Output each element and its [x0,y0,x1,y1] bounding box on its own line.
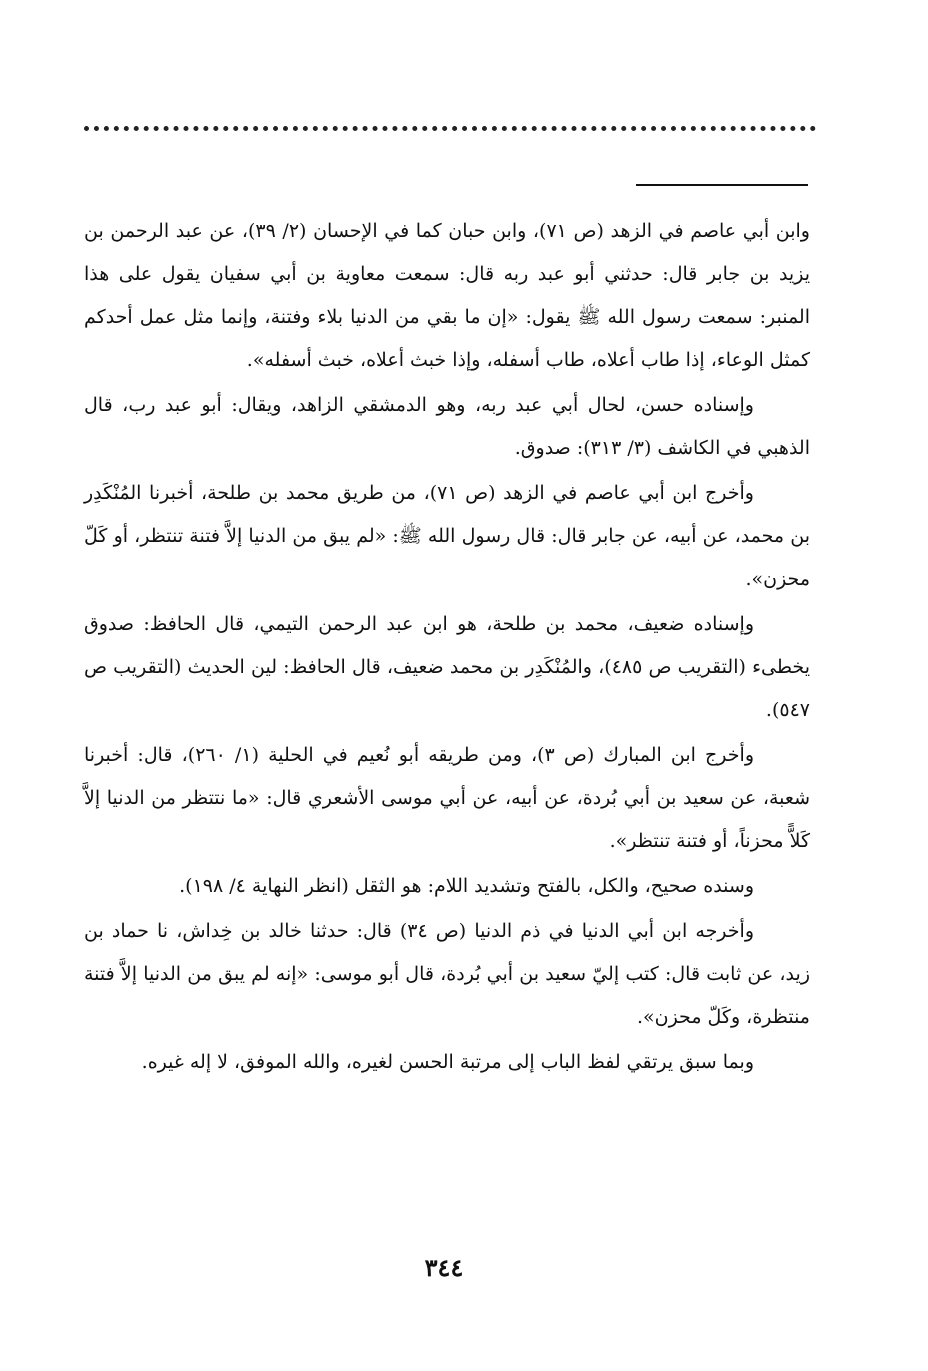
paragraph-7: وأخرجه ابن أبي الدنيا في ذم الدنيا (ص ٣٤) قال: حدثنا خالد بن خِداش، نا حماد بن زيد، عن ثابت قال: كتب إليّ سعيد بن أبي بُردة، قال أبو موسى: «إنه لم يبق من الدنيا إلاَّ فتنة منتظرة، وكَلّ محزن». [84,920,810,1028]
paragraph-3: وأخرج ابن أبي عاصم في الزهد (ص ٧١)، من طريق محمد بن طلحة، أخبرنا المُنْكَدِر بن محمد، عن أبيه، عن جابر قال: قال رسول الله ﷺ: «لم يبق من الدنيا إلاَّ فتنة تنتظر، أو كَلّ محزن». [84,482,810,590]
footnote-body [84,210,810,1086]
paragraph-4: وإسناده ضعيف، محمد بن طلحة، هو ابن عبد الرحمن التيمي، قال الحافظ: صدوق يخطىء (التقريب ص ٤٨٥)، والمُنْكَدِر بن محمد ضعيف، قال الحافظ: لين الحديث (التقريب ص ٥٤٧). [84,613,810,721]
paragraph-5: وأخرج ابن المبارك (ص ٣)، ومن طريقه أبو نُعيم في الحلية (١/ ٢٦٠)، قال: أخبرنا شعبة، عن سعيد بن أبي بُردة، عن أبيه، عن أبي موسى الأشعري قال: «ما نتتظر من الدنيا إلاَّ كَلاًّ محزناً، أو فتنة تنتظر». [84,744,810,852]
paragraph-6: وسنده صحيح، والكل، بالفتح وتشديد اللام: هو الثقل (انظر النهاية ٤/ ١٩٨). [179,875,754,897]
paragraph-1: وابن أبي عاصم في الزهد (ص ٧١)، وابن حبان كما في الإحسان (٢/ ٣٩)، عن عبد الرحمن بن يزيد بن جابر قال: حدثني أبو عبد ربه قال: سمعت معاوية بن أبي سفيان يقول على هذا المنبر: سمعت رسول الله ﷺ يقول: «إن ما بقي من الدنيا بلاء وفتنة، وإنما مثل عمل أحدكم كمثل الوعاء، إذا طاب أعلاه، طاب أسفله، وإذا خبث أعلاه، خبث أسفله». [84,220,810,371]
header-dotted-divider [84,126,816,131]
footnote-separator-line [636,184,808,186]
paragraph-8: وبما سبق يرتقي لفظ الباب إلى مرتبة الحسن لغيره، والله الموفق، لا إله غيره. [141,1051,754,1073]
paragraph-2: وإسناده حسن، لحال أبي عبد ربه، وهو الدمشقي الزاهد، ويقال: أبو عبد رب، قال الذهبي في الكاشف (٣/ ٣١٣): صدوق. [84,394,810,459]
page-number: ٣٤٤ [424,1253,464,1282]
